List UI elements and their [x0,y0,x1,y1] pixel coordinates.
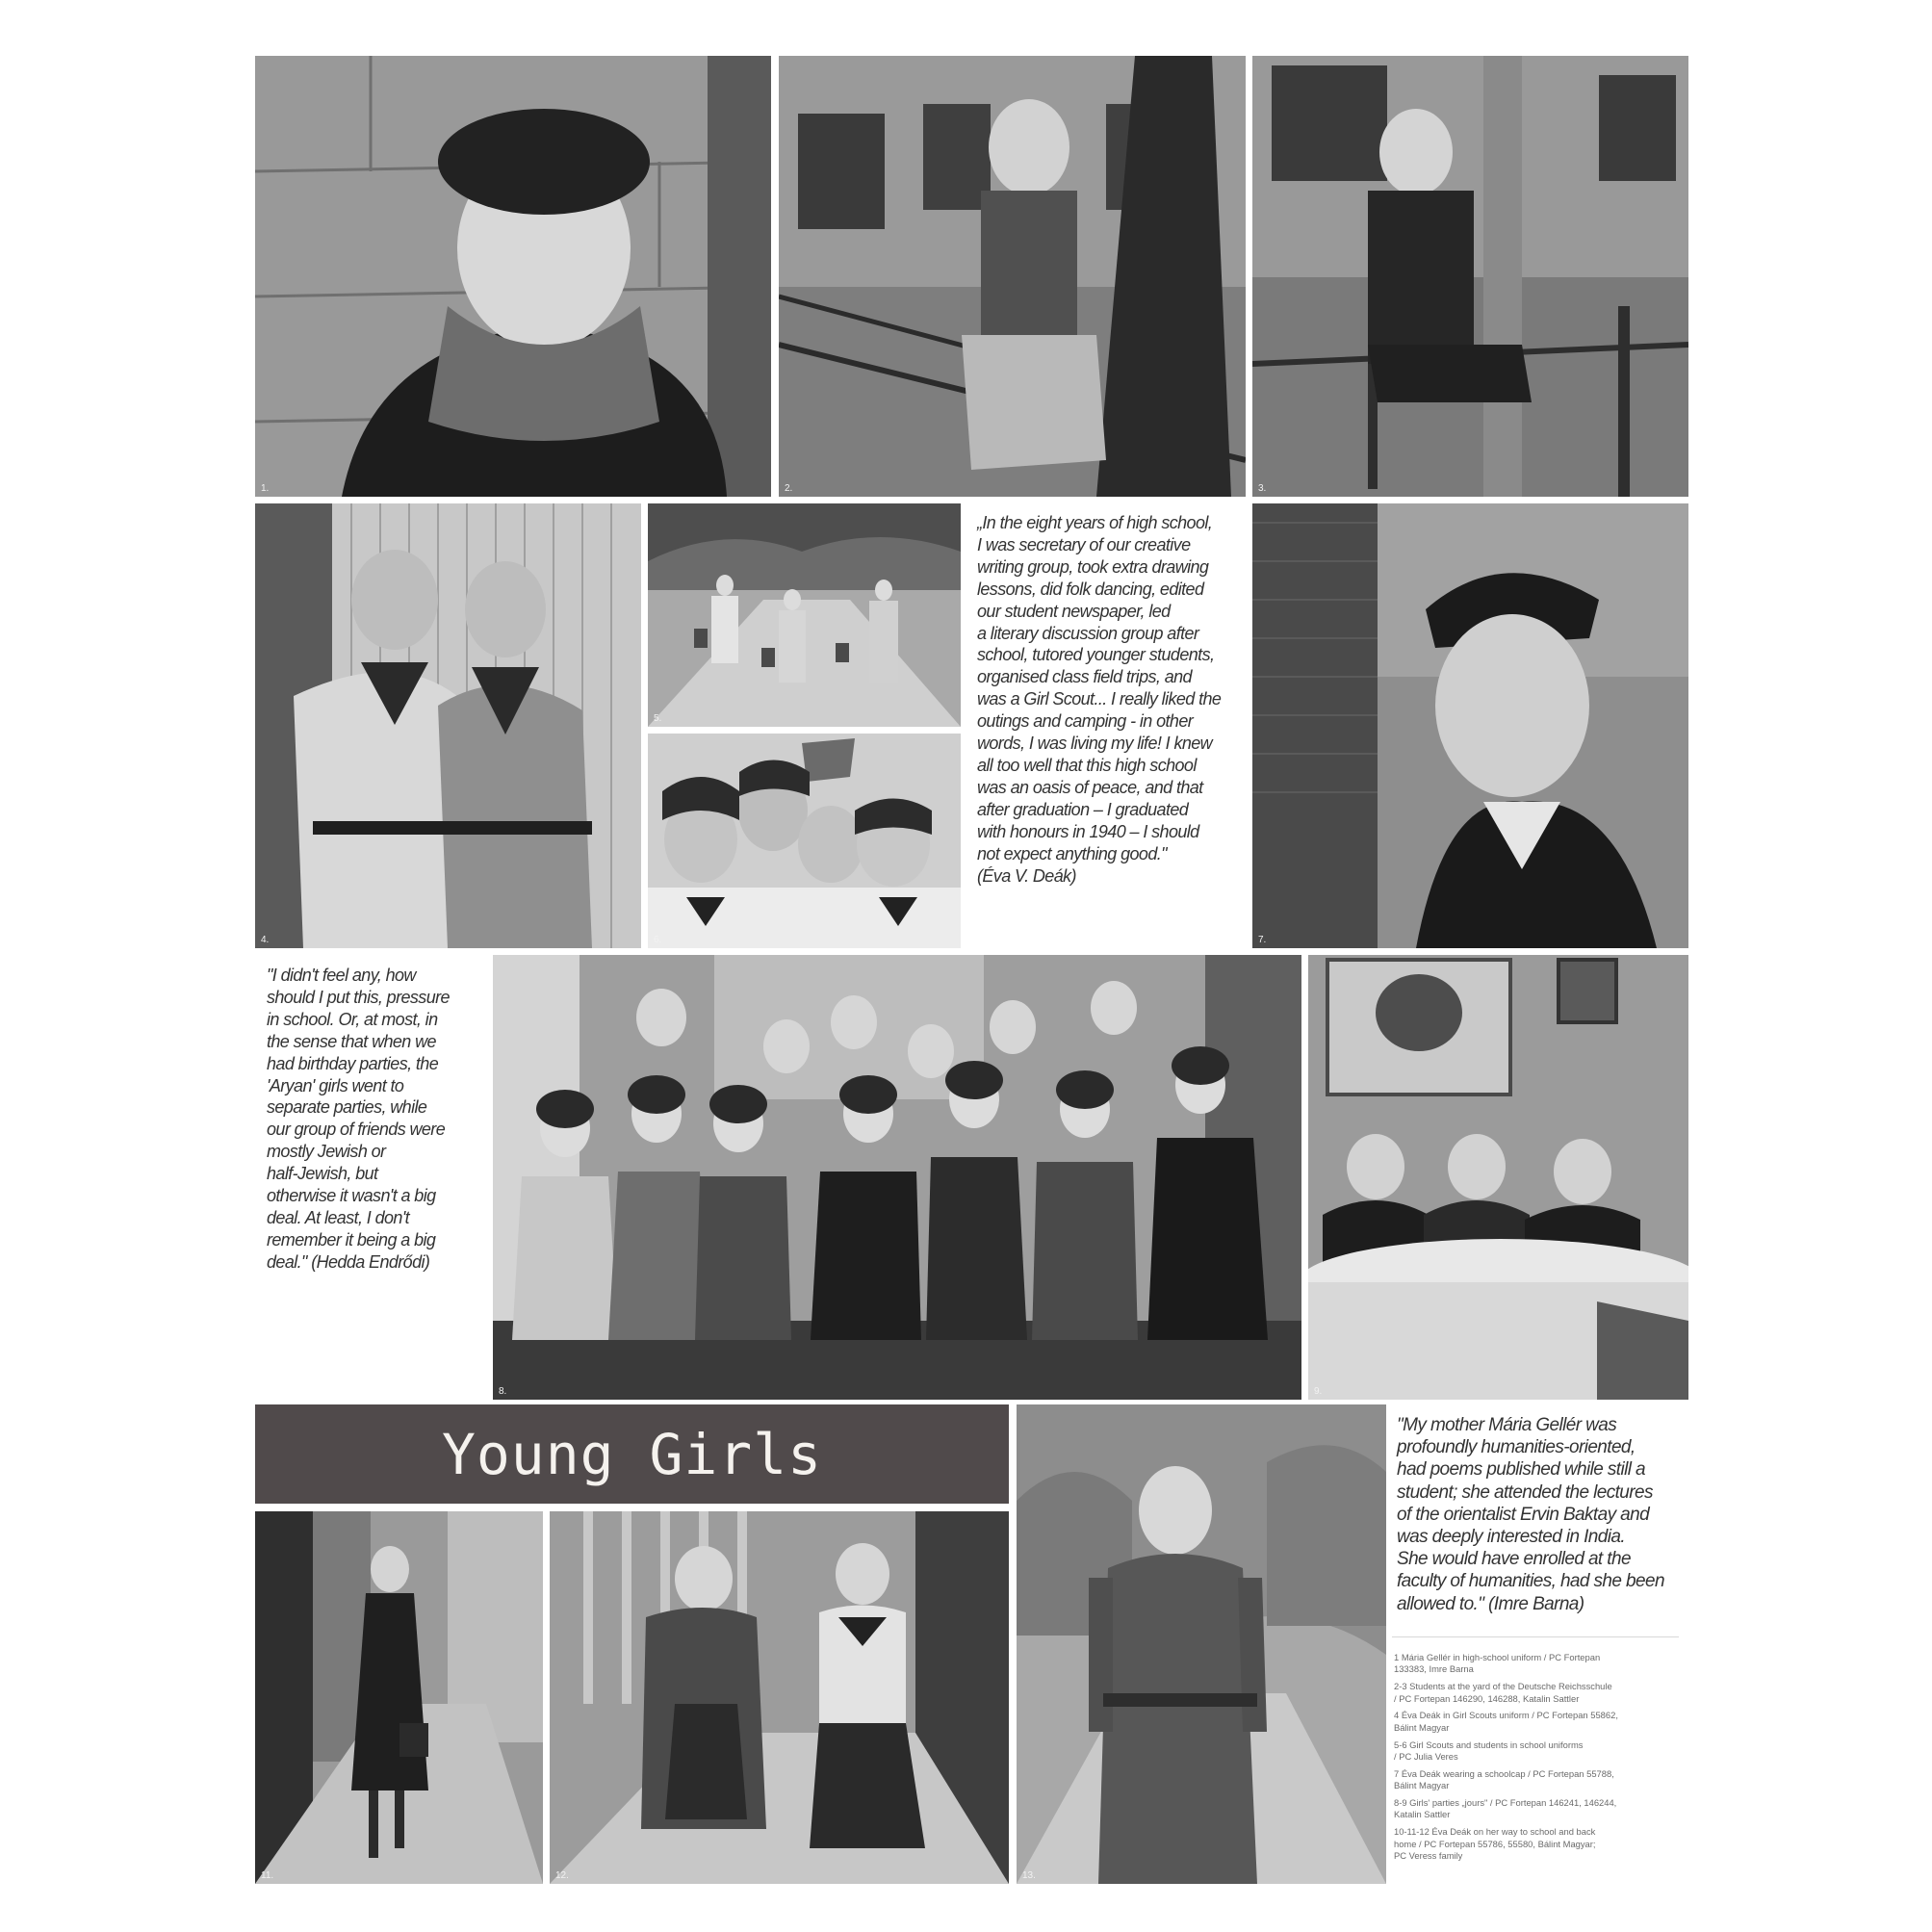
photo-number: 4. [261,935,270,945]
quote-line: "My mother Mária Gellér was [1397,1415,1617,1435]
photo-1-image [255,56,771,497]
credit-line: 1 Mária Gellér in high-school uniform / PC Fortepan [1394,1652,1601,1662]
quote-line: She would have enrolled at the [1397,1549,1631,1570]
credit-line: Bálint Magyar [1394,1780,1450,1791]
quote-line: I was secretary of our creative [977,534,1191,554]
quote-line: „In the eight years of high school, [977,513,1213,532]
quote-line: mostly Jewish or [267,1142,386,1162]
credit-entry [1394,1652,1663,1676]
quote-line: was deeply interested in India. [1397,1527,1626,1548]
photo-number: 12. [555,1870,569,1881]
quote-line: a literary discussion group after [977,623,1199,643]
credit-line: Bálint Magyar [1394,1721,1450,1733]
photo-9-image [1308,955,1688,1400]
quote-line: half-Jewish, but [267,1164,378,1184]
credit-line: 133383, Imre Barna [1394,1663,1474,1675]
quote-line: remember it being a big [267,1229,436,1249]
quote-line: in school. Or, at most, in [267,1009,438,1029]
credit-line: 10-11-12 Éva Deák on her way to school and back [1394,1826,1596,1838]
photo-8 [493,955,1301,1400]
credit-line: 2-3 Students at the yard of the Deutsche Reichsschule [1394,1681,1612,1692]
quote-hedda-endrodi [267,965,483,1274]
quote-line: had birthday parties, the [267,1053,439,1073]
quote-line: deal. At least, I don't [267,1207,410,1227]
photo-6-image [648,734,961,948]
quote-line: 'Aryan' girls went to [267,1075,404,1095]
photo-number: 11. [261,1870,274,1881]
photo-number: 3. [1258,483,1267,494]
photo-2 [779,56,1246,497]
quote-line: school, tutored younger students, [977,645,1215,665]
credit-entry [1394,1739,1663,1764]
quote-line: otherwise it wasn't a big [267,1186,436,1206]
credit-entry [1394,1768,1663,1792]
credit-entry [1394,1710,1663,1734]
quote-line: writing group, took extra drawing [977,556,1209,577]
credit-entry [1394,1826,1663,1862]
quote-line: should I put this, pressure [267,987,450,1007]
photo-7 [1252,503,1688,948]
credit-line: PC Veress family [1394,1850,1463,1862]
credit-line: / PC Julia Veres [1394,1751,1458,1763]
quote-line: was an oasis of peace, and that [977,777,1203,797]
photo-3-image [1252,56,1688,497]
credits-divider [1392,1636,1679,1637]
photo-12 [550,1511,1009,1884]
photo-11 [255,1511,543,1884]
photo-3 [1252,56,1688,497]
photo-7-image [1252,503,1688,948]
photo-number: 2. [785,483,793,494]
photo-13-image [1017,1404,1386,1884]
photo-number: 1. [261,483,270,494]
quote-line: our group of friends were [267,1120,446,1140]
quote-line: lessons, did folk dancing, edited [977,579,1204,599]
quote-line: "I didn't feel any, how [267,966,416,985]
quote-line: not expect anything good." [977,843,1167,863]
quote-attribution: (Éva V. Deák) [977,865,1076,886]
title-banner [255,1404,1009,1504]
quote-line: with honours in 1940 – I should [977,821,1199,841]
quote-line: organised class field trips, and [977,667,1192,687]
photo-number: 6. [654,935,662,945]
credit-line: Katalin Sattler [1394,1809,1451,1820]
credit-line: 7 Éva Deák wearing a schoolcap / PC Fortepan 55788, [1394,1767,1614,1779]
quote-line: faculty of humanities, had she been [1397,1571,1664,1592]
page-title: Young Girls [441,1421,823,1487]
quote-line: the sense that when we [267,1031,436,1051]
photo-number: 7. [1258,935,1267,945]
photo-number: 5. [654,713,662,724]
photo-12-image [550,1511,1009,1884]
quote-line: after graduation – I graduated [977,799,1189,819]
photo-number: 9. [1314,1386,1323,1397]
photo-2-image [779,56,1246,497]
photo-number: 8. [499,1386,507,1397]
photo-credits [1394,1652,1663,1868]
credit-line: / PC Fortepan 146290, 146288, Katalin Sattler [1394,1692,1580,1704]
quote-line: all too well that this high school [977,755,1197,775]
photo-9 [1308,955,1688,1400]
photo-6 [648,734,961,948]
photo-4 [255,503,641,948]
credit-line: home / PC Fortepan 55786, 55580, Bálint Magyar; [1394,1838,1596,1849]
quote-line: words, I was living my life! I knew [977,734,1213,754]
credit-line: 4 Éva Deák in Girl Scouts uniform / PC Fortepan 55862, [1394,1710,1618,1721]
photo-8-image [493,955,1301,1400]
quote-imre-barna [1397,1414,1686,1615]
quote-line: had poems published while still a [1397,1459,1645,1481]
quote-eva-deak [977,512,1245,887]
quote-line: deal." (Hedda Endrődi) [267,1251,430,1272]
photo-11-image [255,1511,543,1884]
photo-5 [648,503,961,727]
photo-4-image [255,503,641,948]
quote-line: outings and camping - in other [977,711,1194,732]
credit-entry [1394,1681,1663,1705]
photo-number: 13. [1022,1870,1036,1881]
credit-entry [1394,1797,1663,1821]
photo-13 [1017,1404,1386,1884]
quote-line: profoundly humanities-oriented, [1397,1437,1636,1458]
quote-line: student; she attended the lectures [1397,1481,1653,1503]
credit-line: 8-9 Girls' parties „jours" / PC Fortepan 146241, 146244, [1394,1797,1617,1809]
credit-line: 5-6 Girl Scouts and students in school uniforms [1394,1739,1584,1750]
quote-line: our student newspaper, led [977,601,1171,621]
quote-line: allowed to." (Imre Barna) [1397,1593,1584,1614]
quote-line: separate parties, while [267,1097,427,1118]
photo-1 [255,56,771,497]
photo-5-image [648,503,961,727]
quote-line: was a Girl Scout... I really liked the [977,689,1222,709]
quote-line: of the orientalist Ervin Baktay and [1397,1504,1650,1525]
